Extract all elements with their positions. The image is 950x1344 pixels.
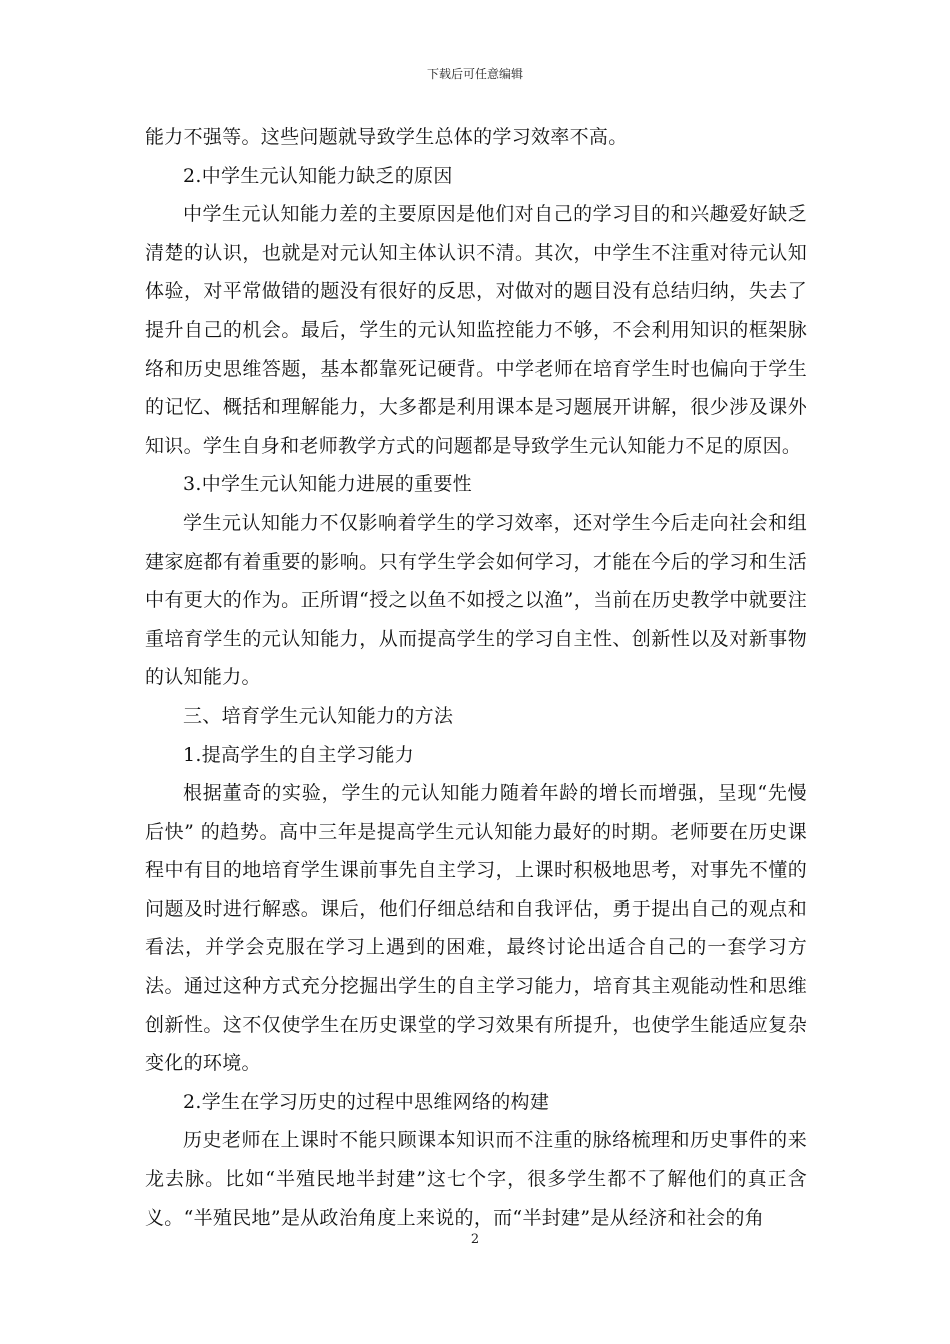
- paragraph: 根据董奇的实验，学生的元认知能力随着年龄的增长而增强，呈现“先慢后快” 的趋势。高中三年是提高学生元认知能力最好的时期。老师要在历史课程中有目的地培育学生课前事先自主学习，上课时积极地思考，对事先不懂的问题及时进行解惑。课后，他们仔细总结和自我评估，勇于提出自己的观点和看法，并学会克服在学习上遇到的困难，最终讨论出适合自己的一套学习方法。通过这种方式充分挖掘出学生的自主学习能力，培育其主观能动性和思维创新性。这不仅使学生在历史课堂的学习效果有所提升，也使学生能适应复杂变化的环境。: [145, 782, 807, 1075]
- document-body: [145, 118, 807, 1237]
- section-heading: 1.提高学生的自主学习能力: [183, 743, 415, 766]
- section-heading: 2.中学生元认知能力缺乏的原因: [183, 164, 453, 187]
- page-number: 2: [470, 1232, 480, 1247]
- paragraph: 学生元认知能力不仅影响着学生的学习效率，还对学生今后走向社会和组建家庭都有着重要的影响。只有学生学会如何学习，才能在今后的学习和生活中有更大的作为。正所谓“授之以鱼不如授之以渔”，当前在历史教学中就要注重培育学生的元认知能力，从而提高学生的学习自主性、创新性以及对新事物的认知能力。: [145, 511, 807, 689]
- paragraph: 中学生元认知能力差的主要原因是他们对自己的学习目的和兴趣爱好缺乏清楚的认识，也就是对元认知主体认识不清。其次，中学生不注重对待元认知体验，对平常做错的题没有很好的反思，对做对的题目没有总结归纳，失去了提升自己的机会。最后，学生的元认知监控能力不够，不会利用知识的框架脉络和历史思维答题，基本都靠死记硬背。中学老师在培育学生时也偏向于学生的记忆、概括和理解能力，大多都是利用课本是习题展开讲解，很少涉及课外知识。学生自身和老师教学方式的问题都是导致学生元认知能力不足的原因。: [145, 203, 807, 457]
- page-header: 下载后可任意编辑: [426, 67, 523, 81]
- section-heading: 3.中学生元认知能力进展的重要性: [183, 473, 472, 496]
- chapter-heading: 三、培育学生元认知能力的方法: [183, 704, 454, 727]
- section-heading: 2.学生在学习历史的过程中思维网络的构建: [183, 1090, 550, 1113]
- paragraph: 历史老师在上课时不能只顾课本知识而不注重的脉络梳理和历史事件的来龙去脉。比如“半殖民地半封建”这七个字，很多学生都不了解他们的真正含义。“半殖民地”是从政治角度上来说的，而“半封建”是从经济和社会的角: [145, 1129, 807, 1229]
- paragraph: 能力不强等。这些问题就导致学生总体的学习效率不高。: [145, 126, 628, 148]
